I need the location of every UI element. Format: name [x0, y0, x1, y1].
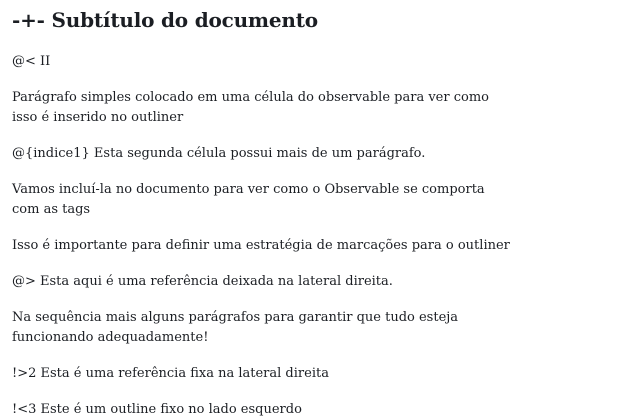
paragraph-fixed-left-outline: !<3 Este é um outline fixo no lado esquerdo [12, 402, 302, 417]
paragraph-anchor-tag: @< II [12, 54, 51, 69]
paragraph-strategy: Isso é importante para definir uma estratégia de marcações para o outliner [12, 238, 510, 253]
paragraph-include: Vamos incluí-la no documento para ver como o Observable se comporta com as tags [12, 182, 485, 217]
paragraph-sequence: Na sequência mais alguns parágrafos para garantir que tudo esteja funcionando adequadamente! [12, 310, 459, 345]
document-subtitle: -+- Subtítulo do documento [12, 8, 318, 32]
paragraph-simple: Parágrafo simples colocado em uma célula do observable para ver como isso é inserido no outliner [12, 90, 489, 125]
paragraph-fixed-right-reference: !>2 Esta é uma referência fixa na lateral direita [12, 366, 329, 381]
paragraph-right-reference: @> Esta aqui é uma referência deixada na lateral direita. [12, 274, 393, 289]
paragraph-indice1: @{indice1} Esta segunda célula possui mais de um parágrafo. [12, 146, 426, 161]
